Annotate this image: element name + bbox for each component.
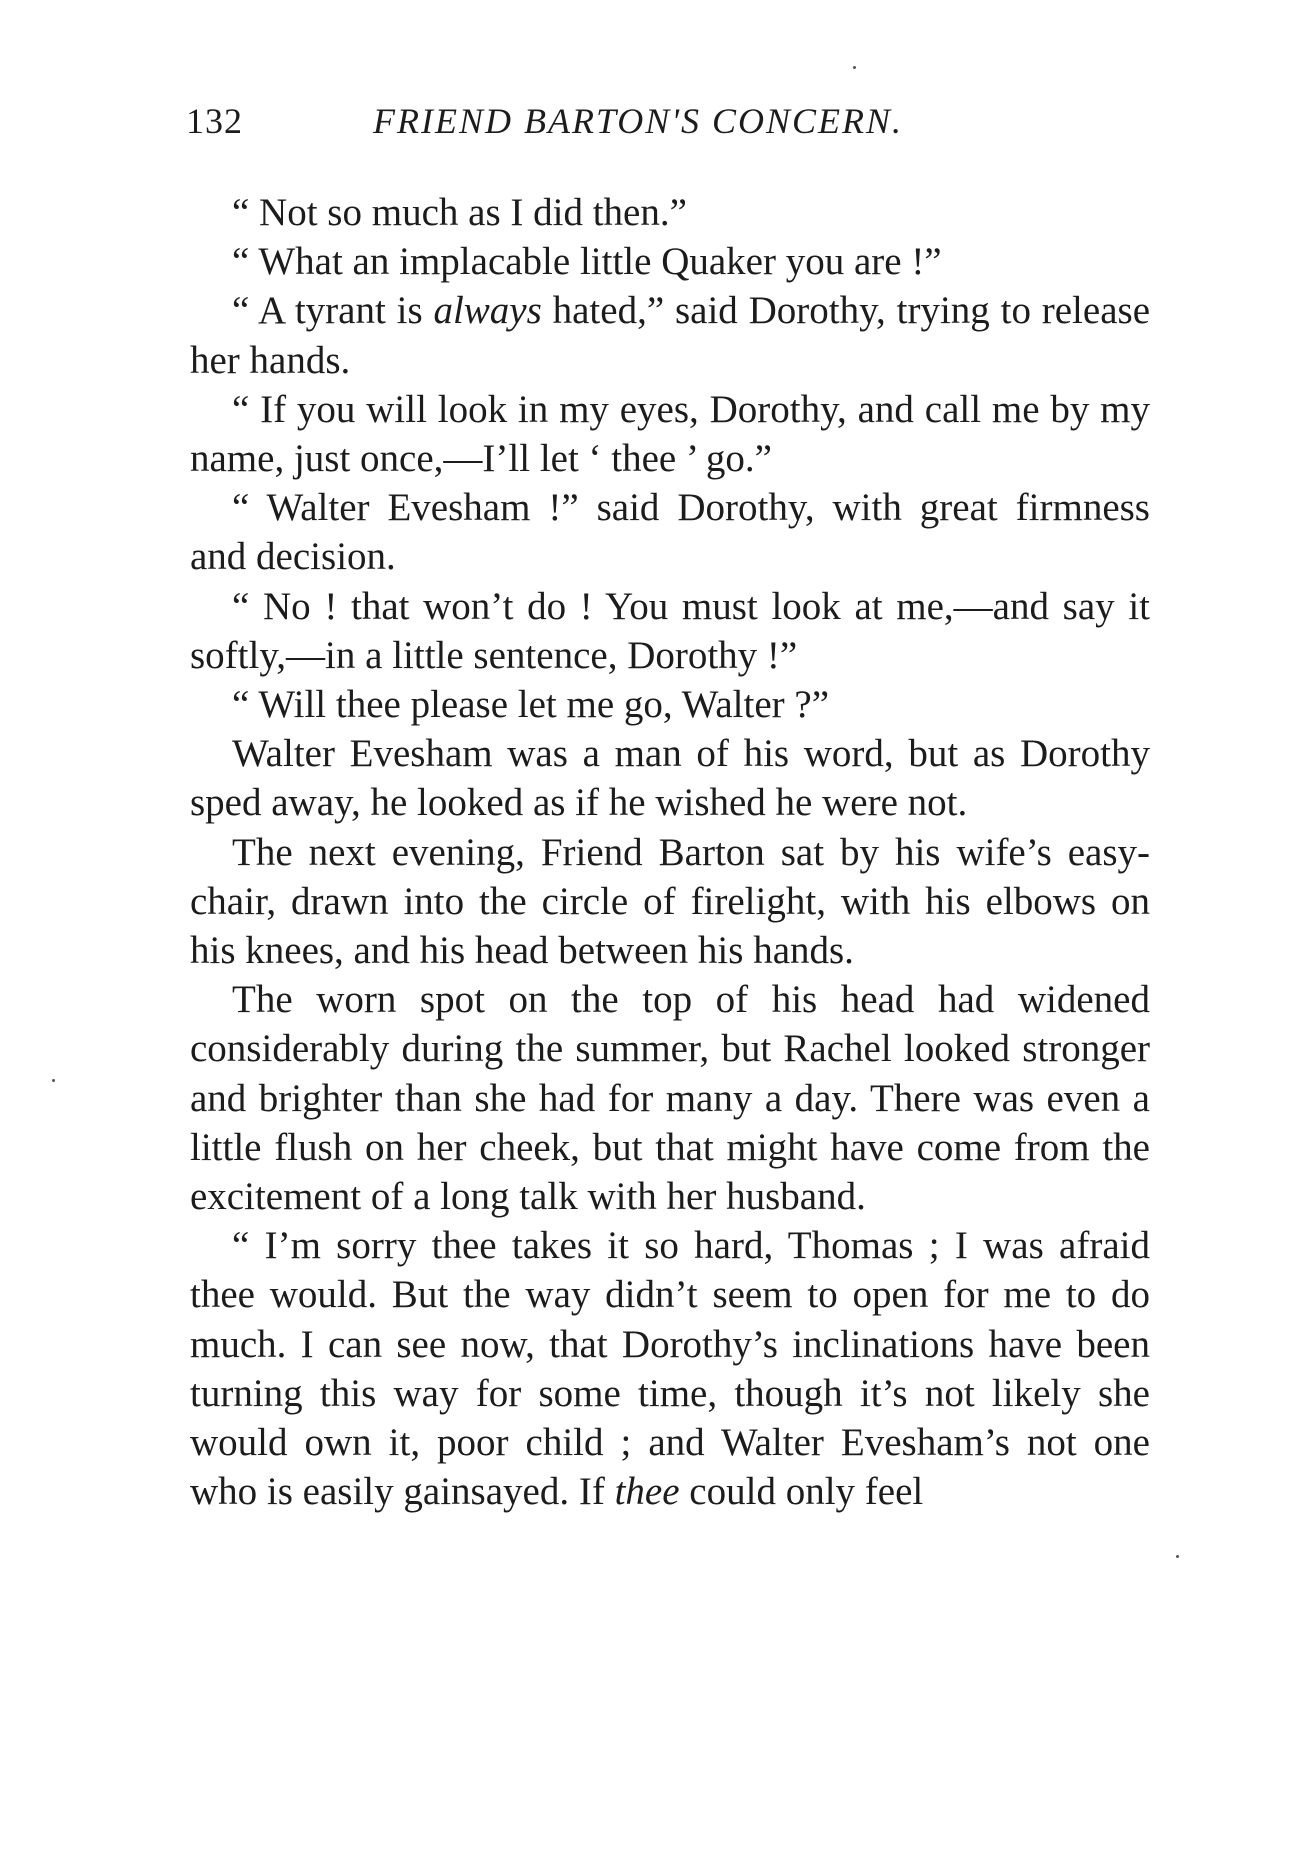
page-number: 132 — [186, 101, 243, 141]
paper-speck — [1176, 1555, 1179, 1558]
text-run: “ Will thee please let me go, Walter ?” — [232, 683, 830, 727]
paragraph — [190, 286, 1150, 384]
page-header — [186, 96, 1186, 146]
text-run: “ Not so much as I did then.” — [232, 191, 687, 234]
paragraph — [190, 975, 1150, 1221]
paragraph — [190, 582, 1150, 680]
text-run: Walter Evesham was a man of his word, but as Dorothy sped away, he looked as if he wished he were not. — [190, 732, 1150, 825]
paragraph — [190, 483, 1150, 581]
paper-speck — [52, 1079, 55, 1082]
italic-text: always — [433, 289, 542, 333]
paragraph — [190, 729, 1150, 827]
paragraph — [190, 385, 1150, 483]
paragraph — [190, 680, 1150, 729]
text-run: “ A tyrant is — [232, 289, 434, 333]
text-run: “ Walter Evesham !” said Dorothy, with great firmness and decision. — [190, 486, 1150, 579]
running-title: FRIEND BARTON'S CONCERN. — [373, 101, 904, 141]
paragraph — [190, 188, 1150, 237]
text-run: “ No ! that won’t do ! You must look at me,—and say it softly,—in a little sentence, Dorothy !” — [190, 584, 1150, 677]
paragraph — [190, 828, 1150, 976]
text-run: “ What an implacable little Quaker you are !” — [232, 240, 942, 284]
text-run: could only feel — [679, 1470, 924, 1514]
paper-speck — [853, 66, 856, 69]
body-text — [190, 188, 1150, 1516]
text-run: hated,” said Dorothy, trying to release her hands. — [190, 289, 1151, 382]
paragraph — [190, 237, 1150, 286]
text-run: The worn spot on the top of his head had widened considerably during the summer, but Rachel looked stronger and brighter than she had for many a day. There was even a little flush on her cheek, but that might have come from the excitement of a long talk with her husband. — [190, 978, 1150, 1219]
paragraph — [190, 1221, 1150, 1516]
italic-text: thee — [614, 1470, 680, 1514]
text-run: The next evening, Friend Barton sat by his wife’s easy-chair, drawn into the circle of firelight, with his elbows on his knees, and his head between his hands. — [190, 830, 1150, 973]
text-run: “ I’m sorry thee takes it so hard, Thomas ; I was afraid thee would. But the way didn’t seem to open for me to do much. I can see now, that Dorothy’s inclinations have been turning this way for some time, though it’s not likely she would own it, poor child ; and Walter Evesham’s not one who is easily gainsayed. If — [190, 1224, 1150, 1514]
text-run: “ If you will look in my eyes, Dorothy, and call me by my name, just once,—I’ll let ‘ thee ’ go.” — [190, 387, 1150, 481]
